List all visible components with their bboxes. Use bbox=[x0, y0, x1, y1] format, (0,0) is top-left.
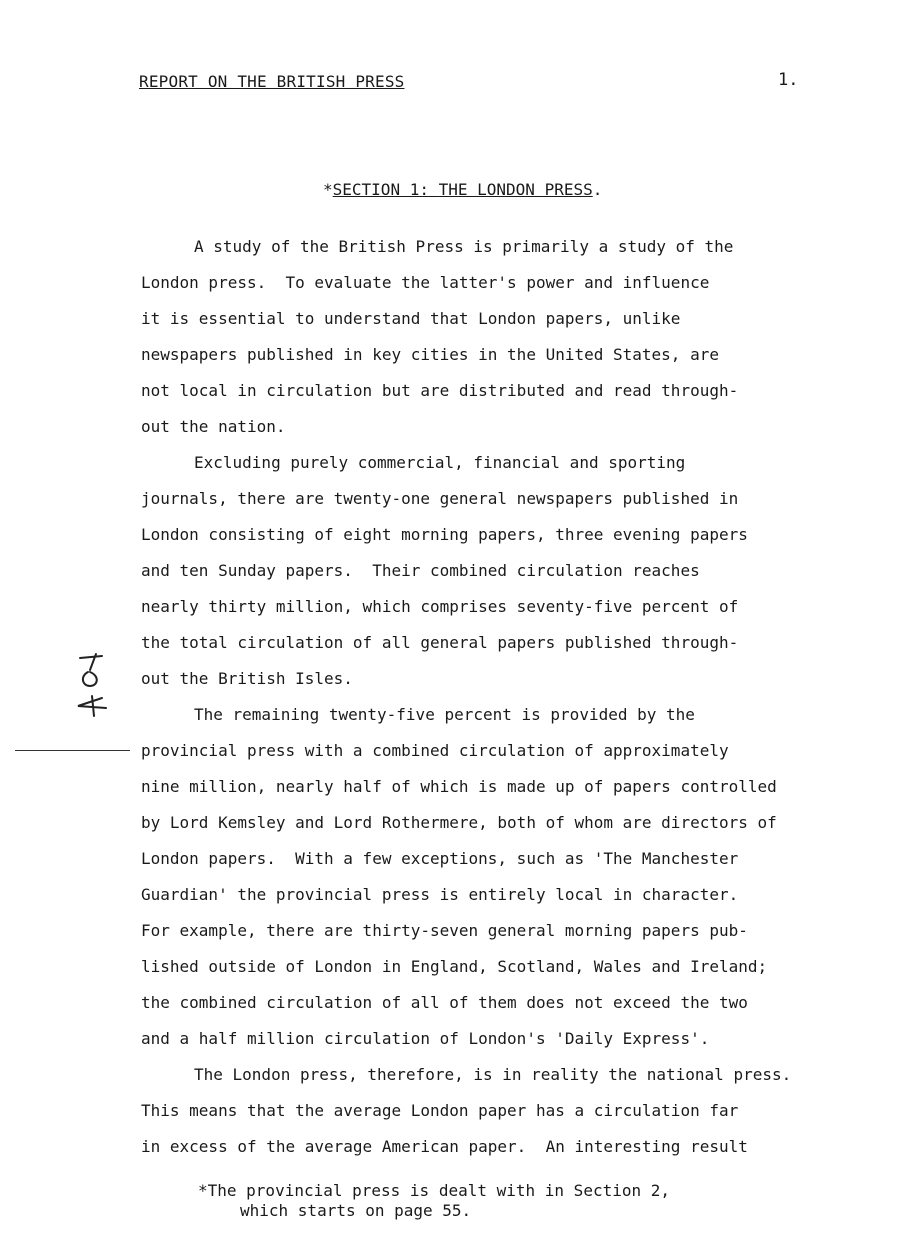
text-line: out the nation. bbox=[141, 417, 286, 436]
footnote bbox=[198, 1181, 670, 1221]
text-line: Guardian' the provincial press is entirely local in character. bbox=[141, 885, 739, 904]
section-heading-gap bbox=[429, 180, 439, 199]
text-line: London papers. With a few exceptions, such as 'The Manchester bbox=[141, 849, 739, 868]
text-line: out the British Isles. bbox=[141, 669, 353, 688]
text-line: and ten Sunday papers. Their combined circulation reaches bbox=[141, 561, 700, 580]
text-line: The London press, therefore, is in reality the national press. bbox=[194, 1065, 792, 1084]
section-heading-period: . bbox=[592, 180, 603, 199]
text-line: A study of the British Press is primarily a study of the bbox=[194, 237, 734, 256]
document-header-title: REPORT ON THE BRITISH PRESS bbox=[139, 72, 405, 91]
text-line: journals, there are twenty-one general newspapers published in bbox=[141, 489, 739, 508]
text-line: Excluding purely commercial, financial and sporting bbox=[194, 453, 686, 472]
text-line: nearly thirty million, which comprises seventy-five percent of bbox=[141, 597, 739, 616]
text-line: London consisting of eight morning papers, three evening papers bbox=[141, 525, 748, 544]
text-line: newspapers published in key cities in the United States, are bbox=[141, 345, 719, 364]
footnote-line: which starts on page 55. bbox=[240, 1201, 472, 1220]
footnote-line: *The provincial press is dealt with in Section 2, bbox=[198, 1181, 671, 1200]
text-line: and a half million circulation of London's 'Daily Express'. bbox=[141, 1029, 710, 1048]
text-line: not local in circulation but are distributed and read through- bbox=[141, 381, 739, 400]
text-line: London press. To evaluate the latter's power and influence bbox=[141, 273, 710, 292]
paragraph-3 bbox=[141, 697, 871, 1057]
section-heading bbox=[323, 180, 602, 199]
body-text bbox=[141, 229, 871, 1165]
text-line: The remaining twenty-five percent is provided by the bbox=[194, 705, 695, 724]
text-line: For example, there are thirty-seven general morning papers pub- bbox=[141, 921, 748, 940]
text-line: provincial press with a combined circulation of approximately bbox=[141, 741, 729, 760]
text-line: by Lord Kemsley and Lord Rothermere, both of whom are directors of bbox=[141, 813, 777, 832]
text-line: lished outside of London in England, Scotland, Wales and Ireland; bbox=[141, 957, 768, 976]
paragraph-2 bbox=[141, 445, 871, 697]
handwritten-margin-mark bbox=[72, 650, 112, 725]
text-line: the total circulation of all general papers published through- bbox=[141, 633, 739, 652]
section-heading-name: THE LONDON PRESS bbox=[438, 180, 593, 199]
margin-rule-line bbox=[15, 750, 130, 751]
text-line: This means that the average London paper has a circulation far bbox=[141, 1101, 739, 1120]
paragraph-4 bbox=[141, 1057, 871, 1165]
page-number: 1. bbox=[778, 70, 799, 90]
text-line: nine million, nearly half of which is made up of papers controlled bbox=[141, 777, 777, 796]
paragraph-1 bbox=[141, 229, 871, 445]
text-line: the combined circulation of all of them does not exceed the two bbox=[141, 993, 748, 1012]
section-heading-asterisk: * bbox=[323, 180, 333, 199]
section-heading-label: SECTION 1: bbox=[332, 180, 429, 199]
text-line: in excess of the average American paper. An interesting result bbox=[141, 1137, 748, 1156]
text-line: it is essential to understand that London papers, unlike bbox=[141, 309, 681, 328]
